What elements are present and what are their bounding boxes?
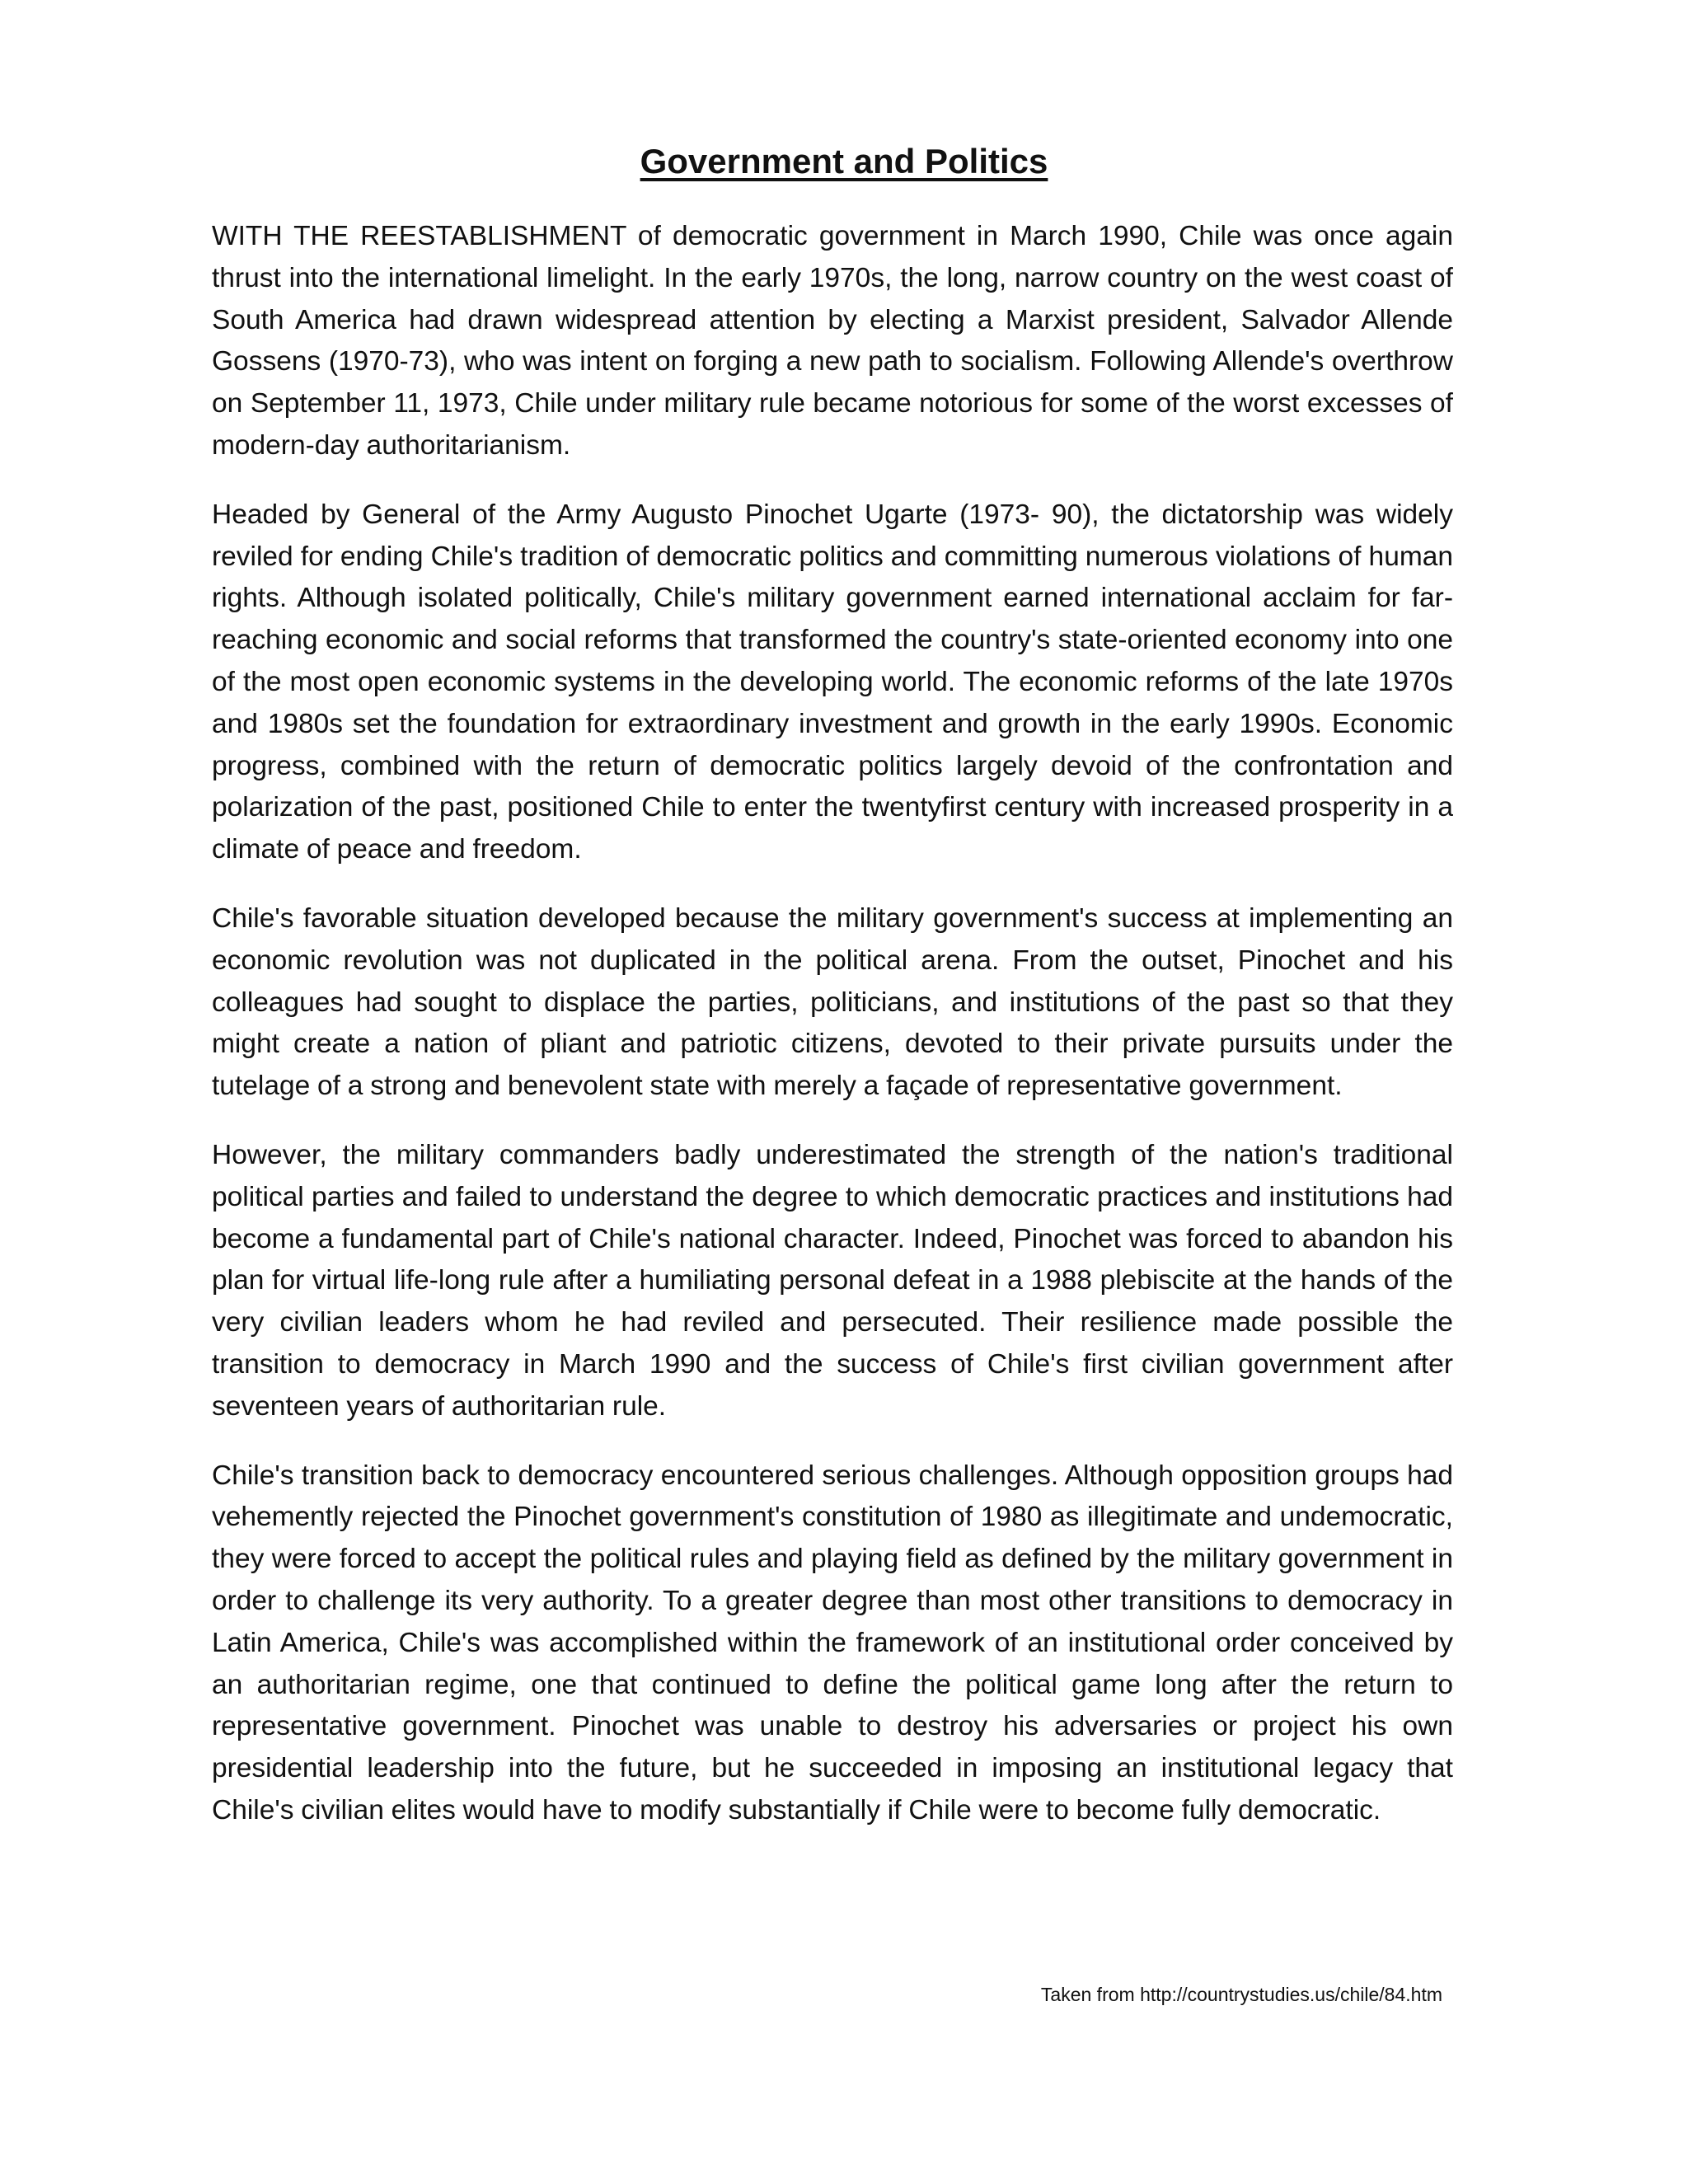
paragraph-4: However, the military commanders badly underestimated the strength of the nation's traditional political parties and failed to understand the degree to which democratic practices and institutions had become a fundamental part of Chile's national character. Indeed, Pinochet was forced to abandon his plan for virtual life-long rule after a humiliating personal defeat in a 1988 plebiscite at the hands of the very civilian leaders whom he had reviled and persecuted. Their resilience made possible the transition to democracy in March 1990 and the success of Chile's first civilian government after seventeen years of authoritarian rule. bbox=[212, 1139, 1453, 1422]
document-body bbox=[212, 216, 1453, 1859]
document-title: Government and Politics bbox=[640, 142, 1048, 180]
paragraph-2: Headed by General of the Army Augusto Pinochet Ugarte (1973- 90), the dictatorship was widely reviled for ending Chile's tradition of democratic politics and committing numerous violations of human rights. Although isolated politically, Chile's military government earned international acclaim for far-reaching economic and social reforms that transformed the country's state-oriented economy into one of the most open economic systems in the developing world. The economic reforms of the late 1970s and 1980s set the foundation for extraordinary investment and growth in the early 1990s. Economic progress, combined with the return of democratic politics largely devoid of the confrontation and polarization of the past, positioned Chile to enter the twentyfirst century with increased prosperity in a climate of peace and freedom. bbox=[212, 499, 1453, 865]
paragraph-1: WITH THE REESTABLISHMENT of democratic government in March 1990, Chile was once again thrust into the international limelight. In the early 1970s, the long, narrow country on the west coast of South America had drawn widespread attention by electing a Marxist president, Salvador Allende Gossens (1970-73), who was intent on forging a new path to socialism. Following Allende's overthrow on September 11, 1973, Chile under military rule became notorious for some of the worst excesses of modern-day authoritarianism. bbox=[212, 221, 1453, 461]
paragraph-5: Chile's transition back to democracy encountered serious challenges. Although opposition groups had vehemently rejected the Pinochet government's constitution of 1980 as illegitimate and undemocratic, they were forced to accept the political rules and playing field as defined by the military government in order to challenge its very authority. To a greater degree than most other transitions to democracy in Latin America, Chile's was accomplished within the framework of an institutional order conceived by an authoritarian regime, one that continued to define the political game long after the return to representative government. Pinochet was unable to destroy his adversaries or project his own presidential leadership into the future, but he succeeded in imposing an institutional legacy that Chile's civilian elites would have to modify substantially if Chile were to become fully democratic. bbox=[212, 1460, 1453, 1825]
paragraph-3: Chile's favorable situation developed because the military government's success at implementing an economic revolution was not duplicated in the political arena. From the outset, Pinochet and his colleagues had sought to displace the parties, politicians, and institutions of the past so that they might create a nation of pliant and patriotic citizens, devoted to their private pursuits under the tutelage of a strong and benevolent state with merely a façade of representative government. bbox=[212, 902, 1453, 1102]
source-note: Taken from http://countrystudies.us/chile/84.htm bbox=[1040, 1984, 1442, 2005]
